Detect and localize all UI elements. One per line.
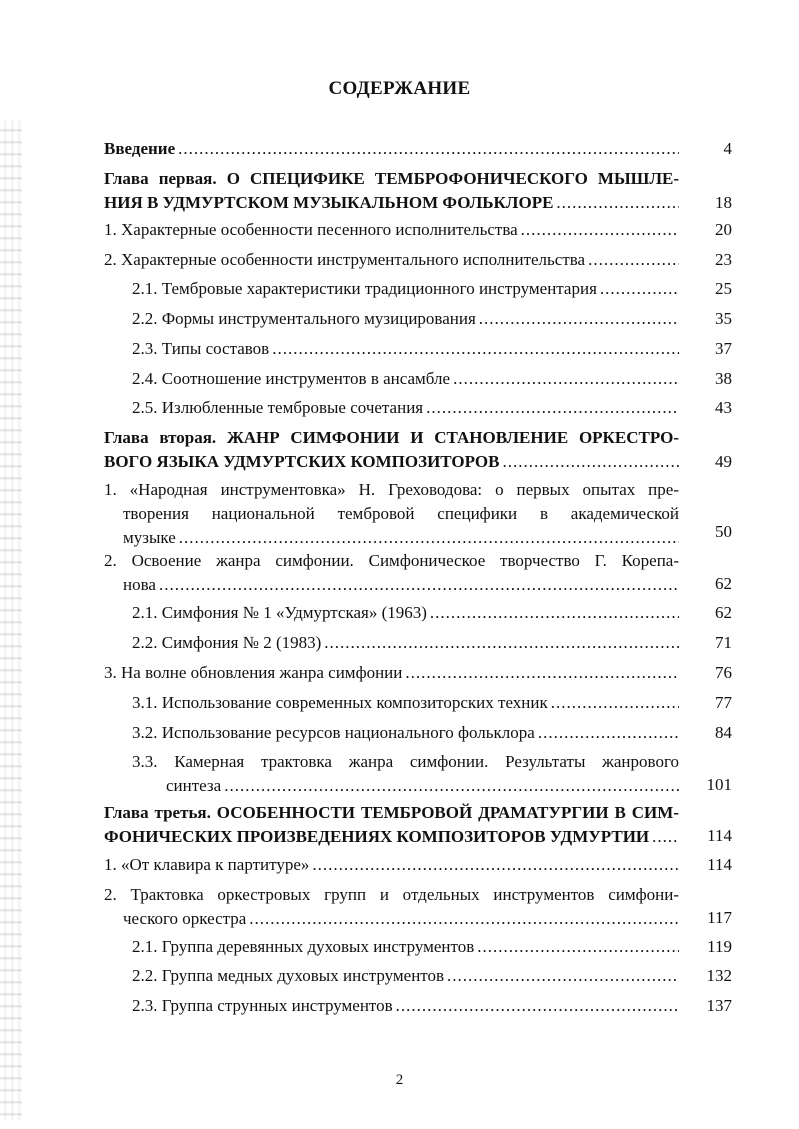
toc-entry-text: 1. Характерные особенности песенного исполнительства [104,220,518,239]
toc-entry-2-2-2[interactable] [132,631,679,655]
toc-entry-text: 2.1. Группа деревянных духовых инструментов [132,937,475,956]
toc-entry-text: 3. На волне обновления жанра симфонии [104,663,403,682]
toc-entry-text: 1. «Народная инструментовка» Н. Греховодова: о первых опытах пре- [104,480,679,499]
toc-leader-dots [224,774,679,798]
toc-entry-2-2-1[interactable] [132,601,679,625]
toc-entry-text: творения национальной тембровой специфики в академической [123,504,679,523]
toc-entry-text: Глава вторая. ЖАНР СИМФОНИИ И СТАНОВЛЕНИЕ ОРКЕСТРО- [104,428,679,447]
toc-leader-dots [405,661,679,685]
toc-entry-1-2-2[interactable] [132,307,679,331]
toc-leader-dots [430,601,679,625]
toc-entry-2-3-3[interactable] [132,750,679,798]
toc-leader-dots [600,277,679,301]
toc-page-number: 62 [715,603,732,622]
toc-page-number: 62 [715,574,732,593]
toc-entry-chapter-1[interactable] [104,167,679,215]
toc-page-number: 117 [707,908,732,927]
toc-page-number: 50 [715,522,732,541]
toc-entry-text: ческого оркестра [123,909,247,928]
toc-leader-dots [324,631,679,655]
toc-leader-dots [588,248,679,272]
toc-entry-3-2-1[interactable] [132,935,679,959]
toc-entry-text: 2. Характерные особенности инструментального исполнительства [104,250,586,269]
toc-leader-dots [479,307,679,331]
page-number-footer: 2 [395,1072,404,1088]
toc-leader-dots [249,907,679,931]
toc-page-number: 20 [715,220,732,239]
toc-entry-1-2[interactable] [104,248,679,272]
toc-entry-text: ВОГО ЯЗЫКА УДМУРТСКИХ КОМПОЗИТОРОВ [104,452,500,471]
toc-page-number: 43 [715,398,732,417]
toc-entry-text: 2.4. Соотношение инструментов в ансамбле [132,369,451,388]
toc-page-number: 77 [715,693,732,712]
toc-page-number: 18 [715,193,732,212]
toc-page-number: 25 [715,279,732,298]
toc-page-number: 101 [706,775,732,794]
toc-page-number: 38 [715,369,732,388]
toc-leader-dots [551,691,679,715]
toc-page-number: 71 [715,633,732,652]
toc-entry-3-2-3[interactable] [132,994,679,1018]
toc-title: СОДЕРЖАНИЕ [328,78,471,99]
toc-entry-text: НИЯ В УДМУРТСКОМ МУЗЫКАЛЬНОМ ФОЛЬКЛОРЕ [104,193,554,212]
toc-leader-dots [521,218,679,242]
toc-leader-dots [477,935,679,959]
toc-leader-dots [426,396,679,420]
toc-page-number: 35 [715,309,732,328]
toc-entry-text: 2.2. Формы инструментального музицирования [132,309,476,328]
scan-edge-noise [0,120,22,1120]
toc-entry-text: 1. «От клавира к партитуре» [104,855,310,874]
toc-entry-text: 3.3. Камерная трактовка жанра симфонии. Результаты жанрового [132,752,679,771]
toc-entry-text: ФОНИЧЕСКИХ ПРОИЗВЕДЕНИЯХ КОМПОЗИТОРОВ УДМУРТИИ [104,827,650,846]
toc-page-number: 119 [707,937,732,956]
toc-page-number: 49 [715,452,732,471]
toc-entry-text: нова [123,575,156,594]
toc-entry-2-3-1[interactable] [132,691,679,715]
toc-page-number: 137 [706,996,732,1015]
toc-leader-dots [159,573,679,597]
toc-leader-dots [447,964,679,988]
toc-page-number: 132 [706,966,732,985]
toc-entry-text: 2.5. Излюбленные тембровые сочетания [132,398,424,417]
toc-entry-introduction[interactable] [104,137,679,161]
toc-entry-1-2-1[interactable] [132,277,679,301]
toc-entry-3-2-2[interactable] [132,964,679,988]
toc-entry-text: 2.1. Тембровые характеристики традиционного инструментария [132,279,597,298]
toc-page-number: 84 [715,723,732,742]
toc-entry-text: 2.3. Группа струнных инструментов [132,996,393,1015]
toc-entry-text: музыке [123,528,176,547]
toc-page-number: 37 [715,339,732,358]
toc-entry-1-1[interactable] [104,218,679,242]
toc-entry-text: 3.1. Использование современных композиторских техник [132,693,548,712]
toc-entry-chapter-3[interactable] [104,801,679,849]
toc-entry-3-1[interactable] [104,853,679,877]
toc-page-number: 114 [707,826,732,845]
toc-entry-1-2-3[interactable] [132,337,679,361]
toc-entry-2-2[interactable] [104,549,679,597]
toc-leader-dots [312,853,679,877]
toc-entry-3-2[interactable] [104,883,679,931]
toc-leader-dots [556,191,679,215]
toc-entry-1-2-4[interactable] [132,367,679,391]
toc-leader-dots [652,825,679,849]
toc-entry-text: 3.2. Использование ресурсов национального фольклора [132,723,535,742]
toc-leader-dots [396,994,679,1018]
toc-entry-2-1[interactable] [104,478,679,550]
toc-leader-dots [179,526,679,550]
toc-leader-dots [502,450,679,474]
toc-leader-dots [178,137,679,161]
toc-entry-text: 2.1. Симфония № 1 «Удмуртская» (1963) [132,603,427,622]
toc-entry-2-3-2[interactable] [132,721,679,745]
toc-entry-text: Глава третья. ОСОБЕННОСТИ ТЕМБРОВОЙ ДРАМАТУРГИИ В СИМ- [104,803,679,822]
toc-entry-text: Глава первая. О СПЕЦИФИКЕ ТЕМБРОФОНИЧЕСКОГО МЫШЛЕ- [104,169,679,188]
toc-entry-text: Введение [104,139,176,158]
toc-page-number: 4 [723,139,732,158]
toc-page-number: 76 [715,663,732,682]
toc-entry-text: 2.2. Группа медных духовых инструментов [132,966,445,985]
toc-page-number: 114 [707,855,732,874]
toc-entry-2-3[interactable] [104,661,679,685]
toc-leader-dots [272,337,679,361]
toc-page-number: 23 [715,250,732,269]
toc-entry-text: синтеза [166,776,222,795]
toc-entry-chapter-2[interactable] [104,426,679,474]
toc-leader-dots [453,367,679,391]
toc-entry-text: 2. Трактовка оркестровых групп и отдельных инструментов симфони- [104,885,679,904]
toc-leader-dots [538,721,679,745]
toc-entry-text: 2.3. Типы составов [132,339,270,358]
toc-entry-text: 2. Освоение жанра симфонии. Симфоническое творчество Г. Корепа- [104,551,679,570]
toc-entry-1-2-5[interactable] [132,396,679,420]
toc-entry-text: 2.2. Симфония № 2 (1983) [132,633,322,652]
